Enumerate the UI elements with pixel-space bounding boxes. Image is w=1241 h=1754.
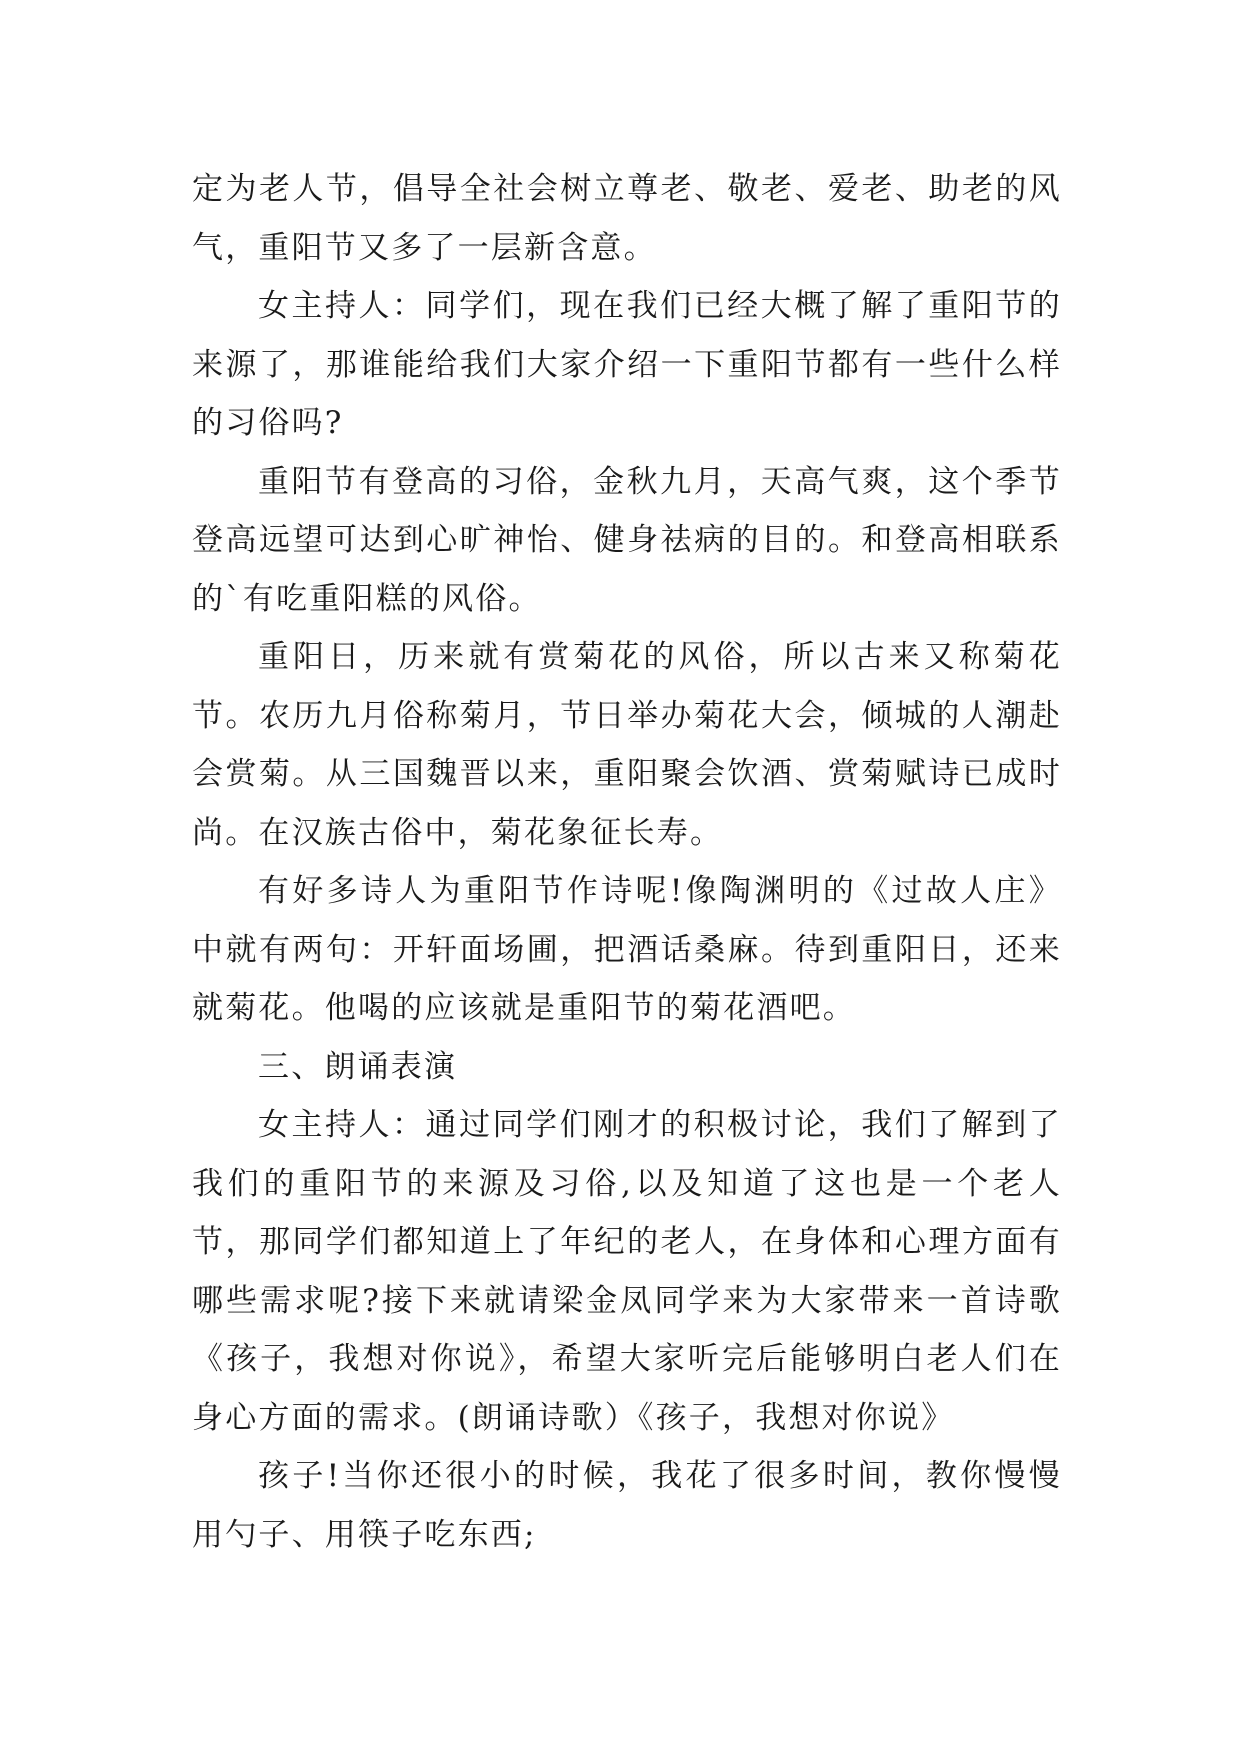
paragraph-2: 女主持人：同学们，现在我们已经大概了解了重阳节的来源了，那谁能给我们大家介绍一下重阳节都有一些什么样的习俗吗? <box>192 288 1062 441</box>
paragraph-7: 孩子!当你还很小的时候，我花了很多时间，教你慢慢用勺子、用筷子吃东西; <box>192 1458 1062 1553</box>
paragraph-4: 重阳日，历来就有赏菊花的风俗，所以古来又称菊花节。农历九月俗称菊月，节日举办菊花大会，倾城的人潮赴会赏菊。从三国魏晋以来，重阳聚会饮酒、赏菊赋诗已成时尚。在汉族古俗中，菊花象征长寿。 <box>192 639 1062 851</box>
section-heading: 三、朗诵表演 <box>258 1048 458 1085</box>
paragraph-3: 重阳节有登高的习俗，金秋九月，天高气爽，这个季节登高远望可达到心旷神怡、健身祛病的目的。和登高相联系的`有吃重阳糕的风俗。 <box>192 463 1062 617</box>
document-body <box>192 160 1062 1564</box>
paragraph-5: 有好多诗人为重阳节作诗呢!像陶渊明的《过故人庄》中就有两句：开轩面场圃，把酒话桑麻。待到重阳日，还来就菊花。他喝的应该就是重阳节的菊花酒吧。 <box>192 873 1062 1026</box>
paragraph-6: 女主持人：通过同学们刚才的积极讨论，我们了解到了我们的重阳节的来源及习俗,以及知道了这也是一个老人节，那同学们都知道上了年纪的老人，在身体和心理方面有哪些需求呢?接下来就请梁金凤同学来为大家带来一首诗歌《孩子，我想对你说》，希望大家听完后能够明白老人们在身心方面的需求。(朗诵诗歌）《孩子，我想对你说》 <box>192 1107 1062 1436</box>
paragraph-1: 定为老人节，倡导全社会树立尊老、敬老、爱老、助老的风气，重阳节又多了一层新含意。 <box>192 171 1062 266</box>
